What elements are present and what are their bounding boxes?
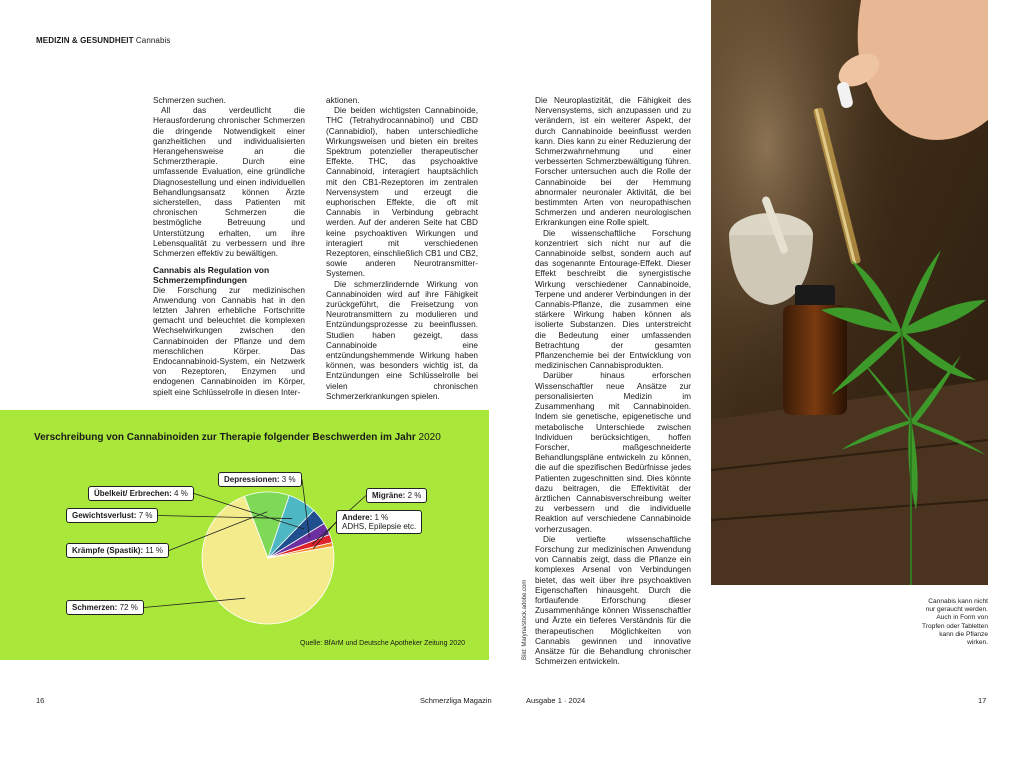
issue-label: Ausgabe 1 · 2024: [526, 696, 586, 705]
chart-label-depressionen: [218, 472, 302, 487]
paragraph: Schmerzen suchen.: [153, 96, 226, 105]
chart-source: Quelle: BfArM und Deutsche Apotheker Zeitung 2020: [300, 640, 465, 647]
section-heading: Cannabis als Regulation von Schmerzempfindungen: [153, 265, 270, 286]
paragraph: Darüber hinaus erforschen Wissenschaftler neue Ansätze zur personalisierten Medizin im Zusammenhang mit Cannabinoiden. Indem sie genetische, epigenetische und metabolische Unterschiede zwischen Individuen berücksichtigen, hoffen Forscher, maßgeschneiderte Behandlungspläne entwickeln zu können, die auf die spezifischen Bedürfnisse jedes Patienten zugeschnitten sind. Dies könnte dazu beitragen, die Effektivität der ärztlichen Cannabisverschreibung weiter zu verbessern und die individuelle Reaktion auf verschiedene Cannabinoide vorherzusagen.: [535, 371, 691, 534]
paragraph: Die Forschung zur medizinischen Anwendung von Cannabis hat in den letzten Jahren erhebliche Fortschritte gemacht und beleuchtet die komplexen Wechselwirkungen zwischen den Cannabinoiden der Pflanze und dem menschlichen Körper. Das Endocannabinoid-System, ein Netzwerk von Rezeptoren, Enzymen und endogenen Cannabinoiden im Körper, spielt eine Schlüsselrolle in diesen Inter-: [153, 285, 305, 397]
chart-label-value: 1 %: [374, 513, 389, 522]
photo-credit: Bild: Maryna/stock.adobe.com: [522, 579, 528, 660]
page-number-left: 16: [36, 696, 45, 705]
chart-label-andere: [336, 510, 422, 534]
chart-label-name: Gewichtsverlust:: [72, 511, 139, 520]
pie-chart: [0, 410, 489, 660]
chart-label-note: ADHS, Epilepsie etc.: [342, 522, 417, 531]
chart-label-schmerzen: [66, 600, 144, 615]
running-header: [36, 36, 171, 45]
chart-label-name: Andere:: [342, 513, 375, 522]
chart-label-value: 72 %: [119, 603, 138, 612]
chart-label-gewichtsverlust: [66, 508, 158, 523]
photo-credit-wrap: [522, 579, 532, 780]
magazine-name: Schmerzliga Magazin: [420, 696, 492, 705]
paragraph: Die vertiefte wissenschaftliche Forschung zur medizinischen Anwendung von Cannabis zeigt, dass die Pflanze ein komplexes Arsenal von Verbindungen bietet, das weit über ihre psychoaktiven Eigenschaften hinausgeht. Durch die fortlaufende Erforschung dieser Zusammenhänge können Wissenschaftler und Ärzte ein tieferes Verständnis für die therapeutischen Möglichkeiten von Cannabis gewinnen und innovative Ansätze für die Behandlung chronischer Schmerzen entwickeln.: [535, 534, 691, 667]
chart-label-übelkeit-erbrechen: [88, 486, 194, 501]
page-number-right: 17: [978, 696, 987, 705]
chart-label-value: 2 %: [407, 491, 422, 500]
text-column-1: [153, 96, 305, 398]
chart-label-name: Migräne:: [372, 491, 408, 500]
chart-label-name: Depressionen:: [224, 475, 282, 484]
paragraph: Die Neuroplastizität, die Fähigkeit des Nervensystems, sich anzupassen und zu verändern, ist ein weiterer Aspekt, der durch Cannabinoide beeinflusst werden kann. Dies kann zu einer Reduzierung der Schmerzwahrnehmung und einer verbesserten Schmerzbewältigung führen. Forscher untersuchen auch die Rolle der Cannabinoide bei der Hemmung abnormaler neuronaler Aktivität, die bei bestimmten Arten von neuropathischen Schmerzen und anderen neurologischen Erkrankungen eine Rolle spielt.: [535, 96, 691, 228]
paragraph: Die schmerzlindernde Wirkung von Cannabinoiden wird auf ihre Fähigkeit zurückgeführt, die Freisetzung von Neurotransmittern zu modulieren und Entzündungsprozesse zu beeinflussen. Studien haben gezeigt, dass Cannabinoide eine entzündungshemmende Wirkung haben können, was besonders wichtig ist, da Entzündungen eine Schlüsselrolle bei vielen chronischen Schmerzerkrankungen spielen.: [326, 279, 478, 401]
chart-label-name: Übelkeit/ Erbrechen:: [94, 489, 175, 498]
section-label: MEDIZIN & GESUNDHEIT: [36, 36, 134, 45]
cannabis-photo: [711, 0, 988, 585]
paragraph: aktionen.: [326, 96, 360, 105]
chart-label-value: 11 %: [145, 546, 163, 555]
chart-label-name: Krämpfe (Spastik):: [72, 546, 146, 555]
chart-label-krämpfe-spastik-: [66, 543, 169, 558]
paragraph: Die wissenschaftliche Forschung konzentriert sich nicht nur auf die Cannabinoide selbst, sondern auch auf das sogenannte Entourage-Effekt. Dieser Effekt beschreibt die synergistische Wirkung verschiedener Cannabinoide, Terpene und anderer Verbindungen in der Cannabis-Pflanze, die zusammen eine stärkere Wirkung haben können als isolierte Substanzen. Dies unterstreicht die Bedeutung einer umfassenden Betrachtung der gesamten Pflanzenchemie bei der Entwicklung von medizinischen Cannabisprodukten.: [535, 228, 691, 371]
chart-label-value: 3 %: [281, 475, 296, 484]
chart-label-value: 4 %: [174, 489, 188, 498]
text-column-2: [326, 96, 478, 402]
paragraph: All das verdeutlicht die Herausforderung chronischer Schmerzen die dringende Notwendigkeit einer ganzheitlichen und individualisierten Herangehensweise an die Schmerztherapie. Durch eine umfassende Evaluation, eine gründliche Diagnosestellung und einen individuellen Behandlungsansatz können Ärzte sicherstellen, dass Patienten mit chronischen Schmerzen die bestmögliche Betreuung und Unterstützung erhalten, um ihre Lebensqualität zu verbessern und ihre Schmerzen effektiv zu bewältigen.: [153, 106, 305, 259]
chart-title-year: 2020: [418, 432, 441, 443]
chart-label-migräne: [366, 488, 427, 503]
topic-label: Cannabis: [135, 36, 171, 45]
paragraph: Die beiden wichtigsten Cannabinoide, THC (Tetrahydrocannabinol) und CBD (Cannabidiol), haben unterschiedliche Wirkungsweisen und bieten ein breites Spektrum potenzieller therapeutischer Effekte. THC, das psychoaktive Cannabinoid, interagiert hauptsächlich mit den CB1-Rezeptoren im zentralen Nervensystem und erzeugt die euphorischen Effekte, die oft mit Cannabis in Verbindung gebracht werden. Auf der anderen Seite hat CBD keine psychoaktiven Wirkungen und interagiert mit verschiedenen Rezeptoren, einschließlich CB1 und CB2, sowie anderen Neurotransmitter-Systemen.: [326, 106, 478, 279]
chart-label-value: 7 %: [138, 511, 153, 520]
photo-caption: Cannabis kann nicht nur geraucht werden. Auch in Form von Tropfen oder Tabletten kann die Pflanze wirken.: [922, 598, 988, 647]
chart-label-name: Schmerzen:: [72, 603, 120, 612]
text-column-3: [535, 96, 691, 667]
chart-title-text: Verschreibung von Cannabinoiden zur Therapie folgender Beschwerden im Jahr: [34, 432, 416, 443]
photo-illustration: [711, 0, 988, 585]
